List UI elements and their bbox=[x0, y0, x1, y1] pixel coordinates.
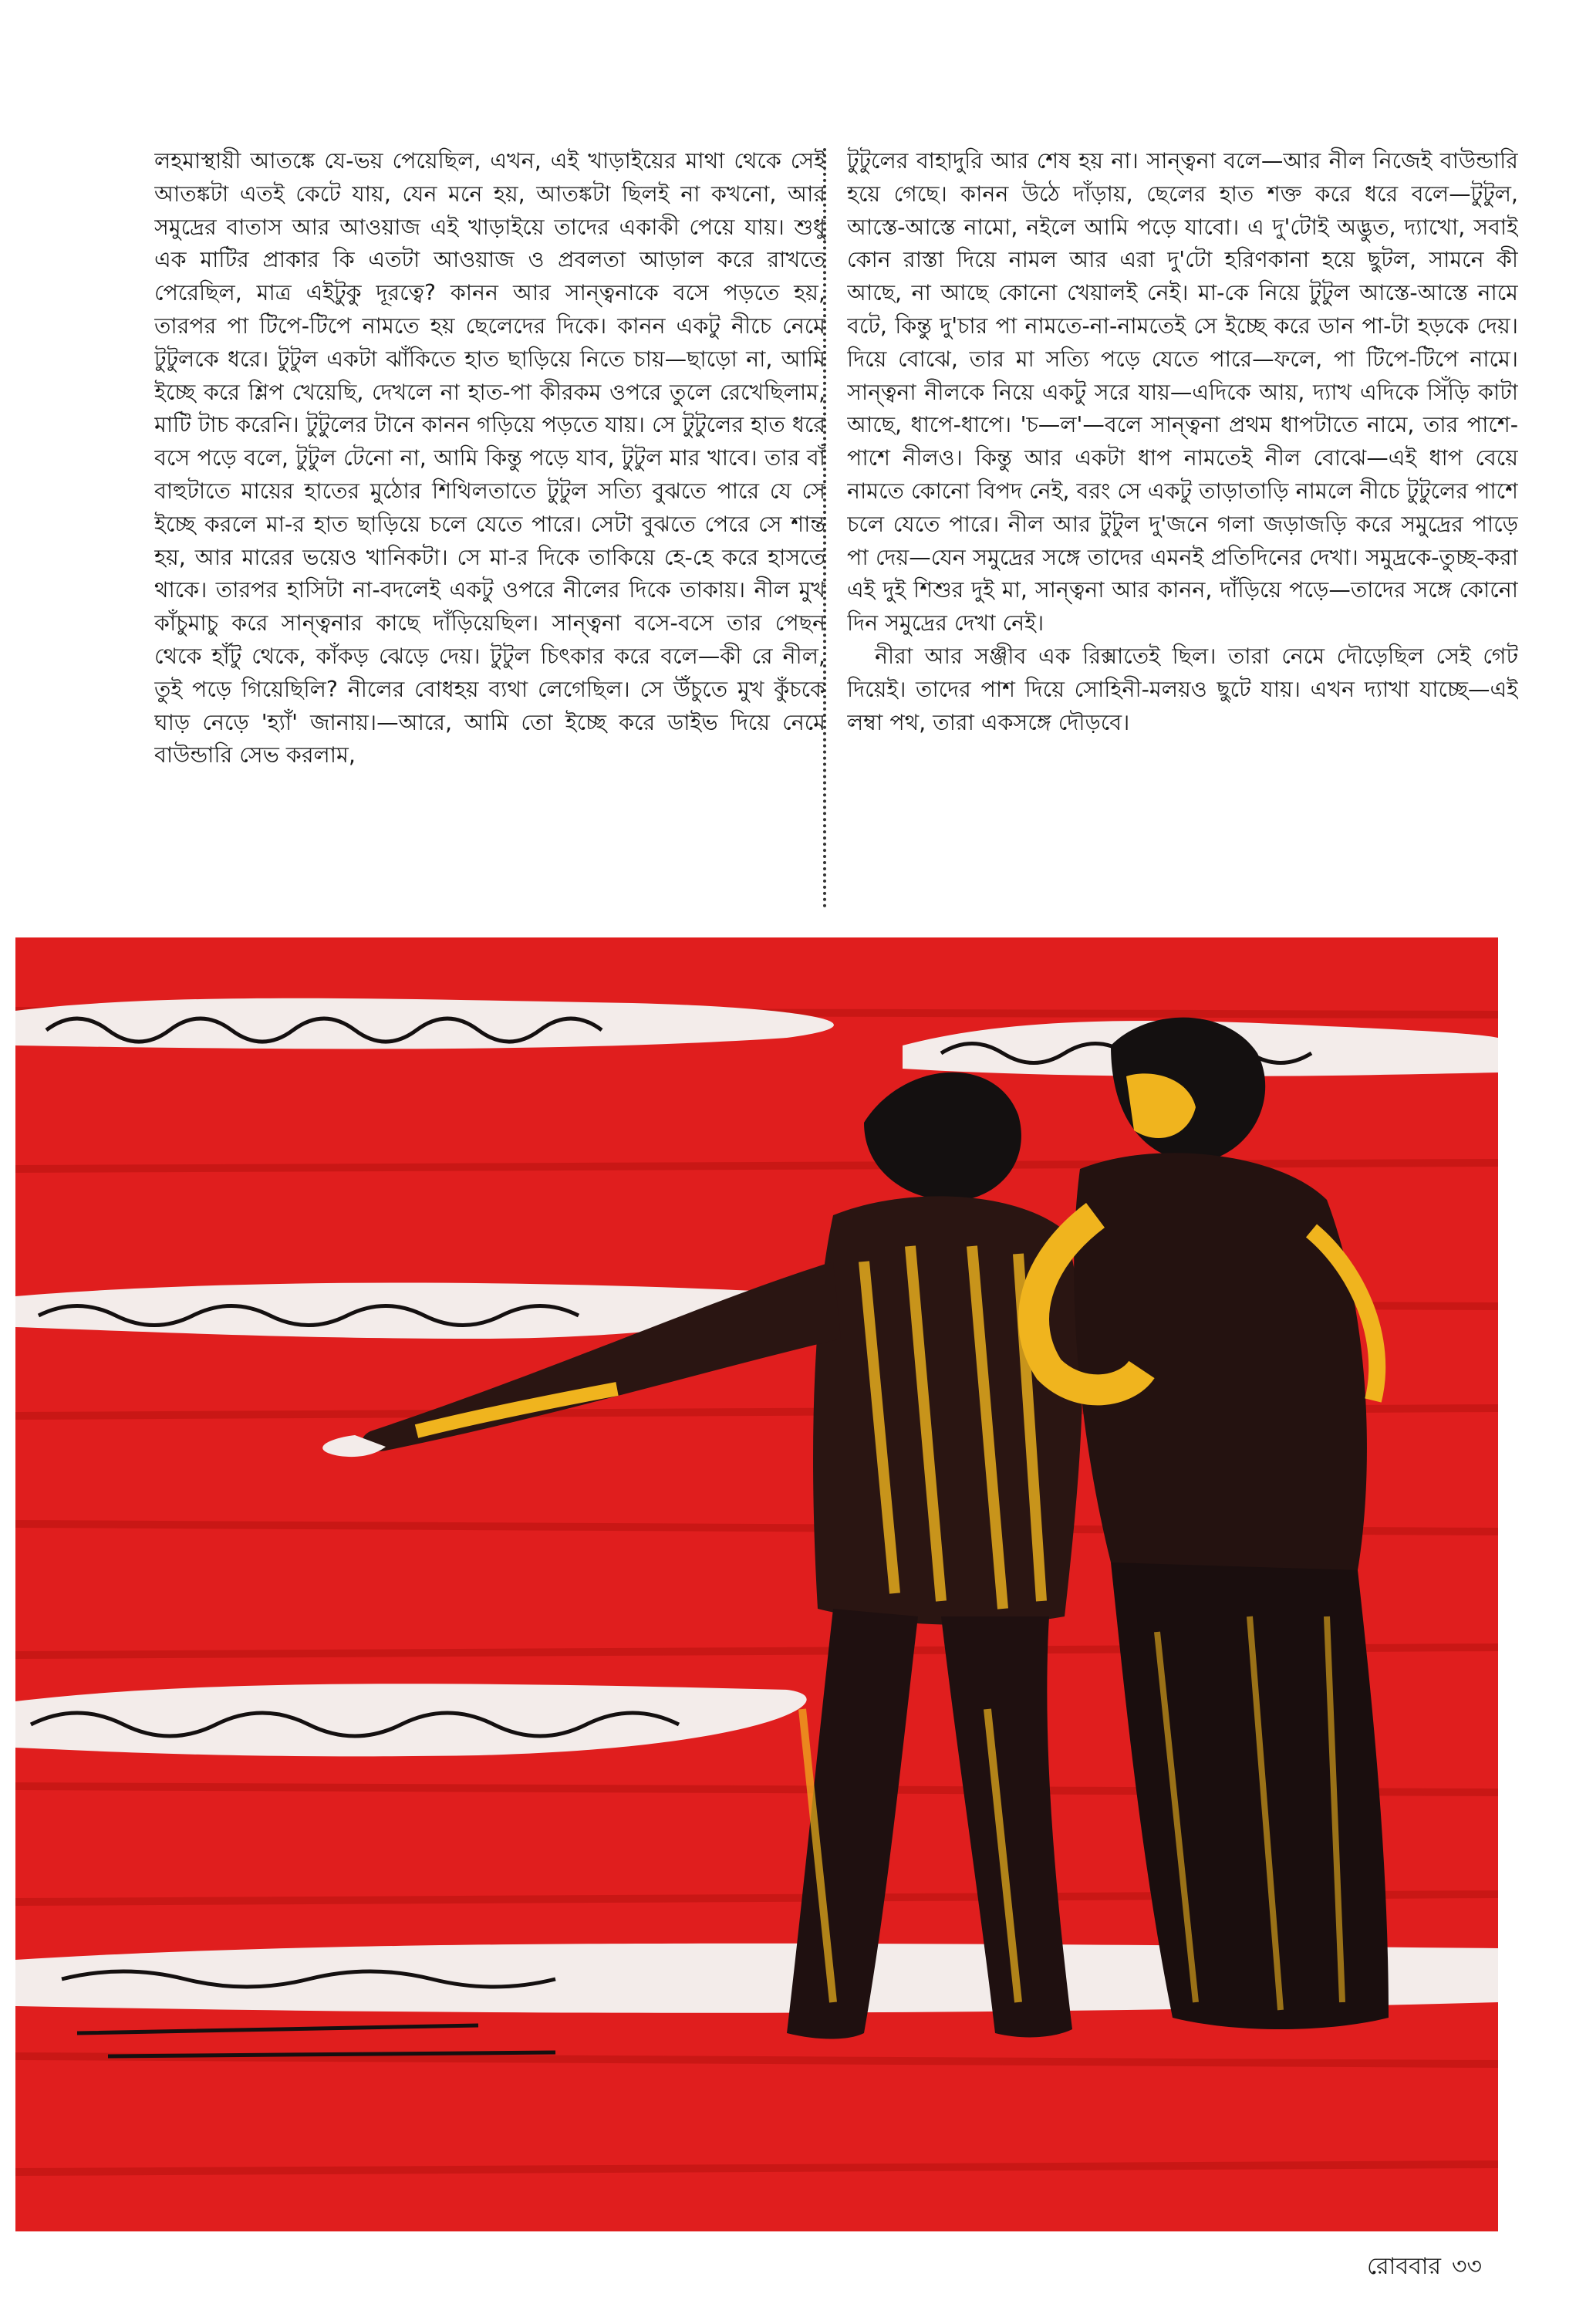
article-paragraph: নীরা আর সঞ্জীব এক রিক্সাতেই ছিল। তারা নেমে দৌড়েছিল সেই গেট দিয়েই। তাদের পাশ দিয়ে সোহিনী-মলয়ও ছুটে যায়। এখন দ্যাখা যাচ্ছে—এই লম্বা পথ, তারা একসঙ্গে দৌড়বে। bbox=[847, 643, 1518, 735]
article-paragraph: লহমাস্থায়ী আতঙ্কে যে-ভয় পেয়েছিল, এখন, এই খাড়াইয়ের মাথা থেকে সেই আতঙ্কটা এতই কেটে যায়, যেন মনে হয়, আতঙ্কটা ছিলই না কখনো, আর সমুদ্রের বাতাস আর আওয়াজ এই খাড়াইয়ে তাদের একাকী পেয়ে যায়। শুধু এক মাটির প্রাকার কি এতটা আওয়াজ ও প্রবলতা আড়াল করে রাখতে পেরেছিল, মাত্র এইটুকু দূরত্বে? কানন আর সান্ত্বনাকে বসে পড়তে হয়, তারপর পা টিপে-টিপে নামতে হয় ছেলেদের দিকে। কানন একটু নীচে নেমে টুটুলকে ধরে। টুটুল একটা ঝাঁকিতে হাত ছাড়িয়ে নিতে চায়—ছাড়ো না, আমি ইচ্ছে করে শ্লিপ খেয়েছি, দেখলে না হাত-পা কীরকম ওপরে তুলে রেখেছিলাম, মাটি টাচ করেনি। টুটুলের টানে কানন গড়িয়ে পড়তে যায়। সে টুটুলের হাত ধরে বসে পড়ে বলে, টুটুল টেনো না, আমি কিন্তু পড়ে যাব, টুটুল মার খাবে। তার বাঁ বাহুটাতে মায়ের হাতের মুঠোর শিথিলতাতে টুটুল সত্যি বুঝতে পারে যে সে ইচ্ছে করলে মা-র হাত ছাড়িয়ে চলে যেতে পারে। সেটা বুঝতে পেরে সে শান্ত হয়, আর মারের ভয়েও খানিকটা। সে মা-র দিকে তাকিয়ে হে-হে করে হাসতে থাকে। তারপর হাসিটা না-বদলেই একটু ওপরে নীলের দিকে তাকায়। নীল মুখ কাঁচুমাচু করে সান্ত্বনার কাছে দাঁড়িয়েছিল। সান্ত্বনা বসে-বসে তার পেছন থেকে হাঁটু থেকে, কাঁকড় ঝেড়ে দেয়। টুটুল চিৎকার করে বলে—কী রে নীল, তুই পড়ে গিয়েছিলি? নীলের বোধহয় ব্যথা লেগেছিল। সে উঁচুতে মুখ কুঁচকে ঘাড় নেড়ে 'হ্যাঁ' জানায়।—আরে, আমি তো ইচ্ছে করে ডাইভ দিয়ে নেমে বাউন্ডারি সেভ করলাম, bbox=[154, 148, 825, 768]
page-footer bbox=[1356, 2251, 1482, 2282]
illustration-artwork bbox=[15, 937, 1498, 2231]
article-paragraph: টুটুলের বাহাদুরি আর শেষ হয় না। সান্ত্বনা বলে—আর নীল নিজেই বাউন্ডারি হয়ে গেছে। কানন উঠে দাঁড়ায়, ছেলের হাত শক্ত করে ধরে বলে—টুটুল, আস্তে-আস্তে নামো, নইলে আমি পড়ে যাবো। এ দু'টোই অদ্ভুত, দ্যাখো, সবাই কোন রাস্তা দিয়ে নামল আর এরা দু'টো হরিণকানা হয়ে ছুটল, সামনে কী আছে, না আছে কোনো খেয়ালই নেই। মা-কে নিয়ে টুটুল আস্তে-আস্তে নামে বটে, কিন্তু দু'চার পা নামতে-না-নামতেই সে ইচ্ছে করে ডান পা-টা হড়কে দেয়। দিয়ে বোঝে, তার মা সত্যি পড়ে যেতে পারে—ফলে, পা টিপে-টিপে নামে। সান্ত্বনা নীলকে নিয়ে একটু সরে যায়—এদিকে আয়, দ্যাখ এদিকে সিঁড়ি কাটা আছে, ধাপে-ধাপে। 'চ—ল'—বলে সান্ত্বনা প্রথম ধাপটাতে নামে, তার পাশে-পাশে নীলও। কিন্তু আর একটা ধাপ নামতেই নীল বোঝে—এই ধাপ বেয়ে নামতে কোনো বিপদ নেই, বরং সে একটু তাড়াতাড়ি নামলে নীচে টুটুলের পাশে চলে যেতে পারে। নীল আর টুটুল দু'জনে গলা জড়াজড়ি করে সমুদ্রের পাড়ে পা দেয়—যেন সমুদ্রের সঙ্গে তাদের এমনই প্রতিদিনের দেখা। সমুদ্রকে-তুচ্ছ-করা এই দুই শিশুর দুই মা, সান্ত্বনা আর কানন, দাঁড়িয়ে পড়ে—তাদের সঙ্গে কোনো দিন সমুদ্রের দেখা নেই। bbox=[847, 148, 1518, 637]
article-column-right bbox=[847, 145, 1518, 913]
article-column-left bbox=[154, 145, 825, 913]
page-number: ৩৩ bbox=[1451, 2253, 1482, 2280]
magazine-name: রোববার bbox=[1367, 2253, 1441, 2280]
illustration bbox=[15, 937, 1498, 2231]
column-divider bbox=[823, 148, 826, 908]
